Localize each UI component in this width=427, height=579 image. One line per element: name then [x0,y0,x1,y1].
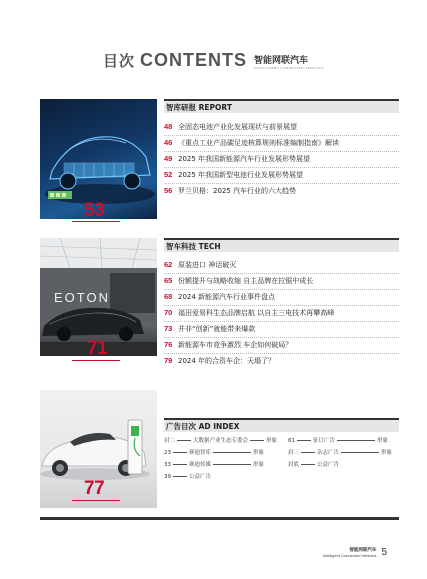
ad-type: 形象 [381,450,393,456]
magazine-title: 智能网联汽车 [254,56,309,66]
ad-name: 公益广告 [189,474,212,480]
entry-page: 68 [164,292,173,301]
entry-page: 52 [164,170,173,179]
section-title: 智车科技 TECH [166,242,221,251]
entry-page: 46 [164,138,173,147]
toc-entry[interactable] [164,152,399,165]
ad-page: 33 [164,462,171,468]
leader-line [337,440,375,441]
badge-underline [72,360,120,361]
entry-title: 福田爱易科生态品牌启航 以自主三电技术再攀高峰 [178,308,335,317]
leader-line [301,452,315,453]
section-header-tech [164,238,399,252]
entry-page: 48 [164,122,173,131]
page-footer [323,547,387,558]
ad-page: 封底 [288,462,300,468]
entry-page: 70 [164,308,173,317]
toc-title-cn: 目次 [103,52,136,70]
toc-entry[interactable] [164,354,399,367]
ad-type: 形象 [266,438,278,444]
footer-magazine [323,548,377,558]
ad-name: 公益广告 [317,462,340,468]
ad-name: 征订广告 [313,438,336,444]
entry-title: 全固态电池产业化发展现状与前景展望 [178,122,297,131]
section-header-ad-index [164,418,399,432]
entry-title: 原装进口 神话破灭 [178,260,237,269]
entry-title: 罗兰贝格：2025 汽车行业的六大趋势 [178,186,297,195]
ad-entry [164,450,264,457]
leader-line [250,440,264,441]
toc-title-en: CONTENTS [140,50,248,70]
ad-type: 形象 [253,462,265,468]
entry-page: 49 [164,154,173,163]
toc-entry[interactable] [164,258,399,271]
magazine-logo [254,56,324,71]
leader-line [173,476,187,477]
ad-entry [164,438,277,445]
contents-header [0,50,427,71]
entry-title: 2024 新能源汽车行业事件盘点 [178,292,276,301]
toc-entry[interactable] [164,136,399,149]
leader-line [301,464,315,465]
bottom-rule [40,517,399,520]
ad-page: 61 [288,438,295,444]
ad-name: 赛迪传媒 [189,462,212,468]
magazine-subtitle: INTELLIGENT CONNECTED VEHICLES [254,66,324,70]
toc-entry[interactable] [164,274,399,287]
leader-line [177,440,191,441]
ad-name: 杂志广告 [317,450,340,456]
entry-title: 新能源车市竞争激烈 车企如何破局？ [178,340,293,349]
section-title: 智库研报 REPORT [166,103,232,112]
section-header-report [164,99,399,113]
toc-entry[interactable] [164,120,399,133]
toc-entry[interactable] [164,290,399,303]
page-badge-tech: 71 [87,338,108,359]
ad-type: 形象 [377,438,389,444]
ad-page: 23 [164,450,171,456]
ad-type: 形象 [253,450,265,456]
entry-title: 2024 年的合资车企：天塌了？ [178,356,276,365]
entry-page: 79 [164,356,173,365]
ad-page: 39 [164,474,171,480]
footer-mag-cn: 智能网联汽车 [349,547,377,553]
page-badge-ad: 77 [84,478,105,499]
ad-entry [288,462,339,469]
ad-entry [164,462,264,469]
entry-title: 份额提升与战略收缩 自主品牌在拉锯中成长 [178,276,314,285]
entry-page: 62 [164,260,173,269]
entry-title: 并非“创新”就能带来爆款 [178,324,256,333]
leader-line [297,440,311,441]
toc-entry[interactable] [164,322,399,335]
section-title: 广告目次 AD INDEX [166,422,240,431]
brand-sign: EOTON [54,290,110,305]
ad-entry [288,450,392,457]
ad-entry [288,438,388,445]
ad-name: 赛迪智库 [189,450,212,456]
entry-title: 2025 年我国新能源汽车行业发展形势展望 [178,154,311,163]
toc-entry[interactable] [164,338,399,351]
entry-title: 2025 年我国新型电池行业发展形势展望 [178,170,304,179]
ad-name: 大数据产业生态专委会 [193,438,249,444]
entry-page: 65 [164,276,173,285]
entry-page: 76 [164,340,173,349]
entry-page: 73 [164,324,173,333]
footer-mag-en: Intelligent Connected Vehicles [322,552,377,558]
ad-page: 封三 [288,450,300,456]
page-number: 5 [381,547,387,558]
toc-entry[interactable] [164,168,399,181]
leader-line [173,452,187,453]
leader-line [341,452,379,453]
leader-line [213,452,251,453]
toc-entry[interactable] [164,306,399,319]
leader-line [213,464,251,465]
badge-underline [72,500,120,501]
page-badge-report: 53 [84,200,105,221]
entry-page: 56 [164,186,173,195]
ad-entry [164,474,211,481]
toc-entry[interactable] [164,184,399,197]
entry-title: 《重点工业产品碳足迹核算规则标准编制指南》解读 [178,138,339,147]
leader-line [173,464,187,465]
ad-page: 封二 [164,438,176,444]
badge-underline [72,221,120,222]
